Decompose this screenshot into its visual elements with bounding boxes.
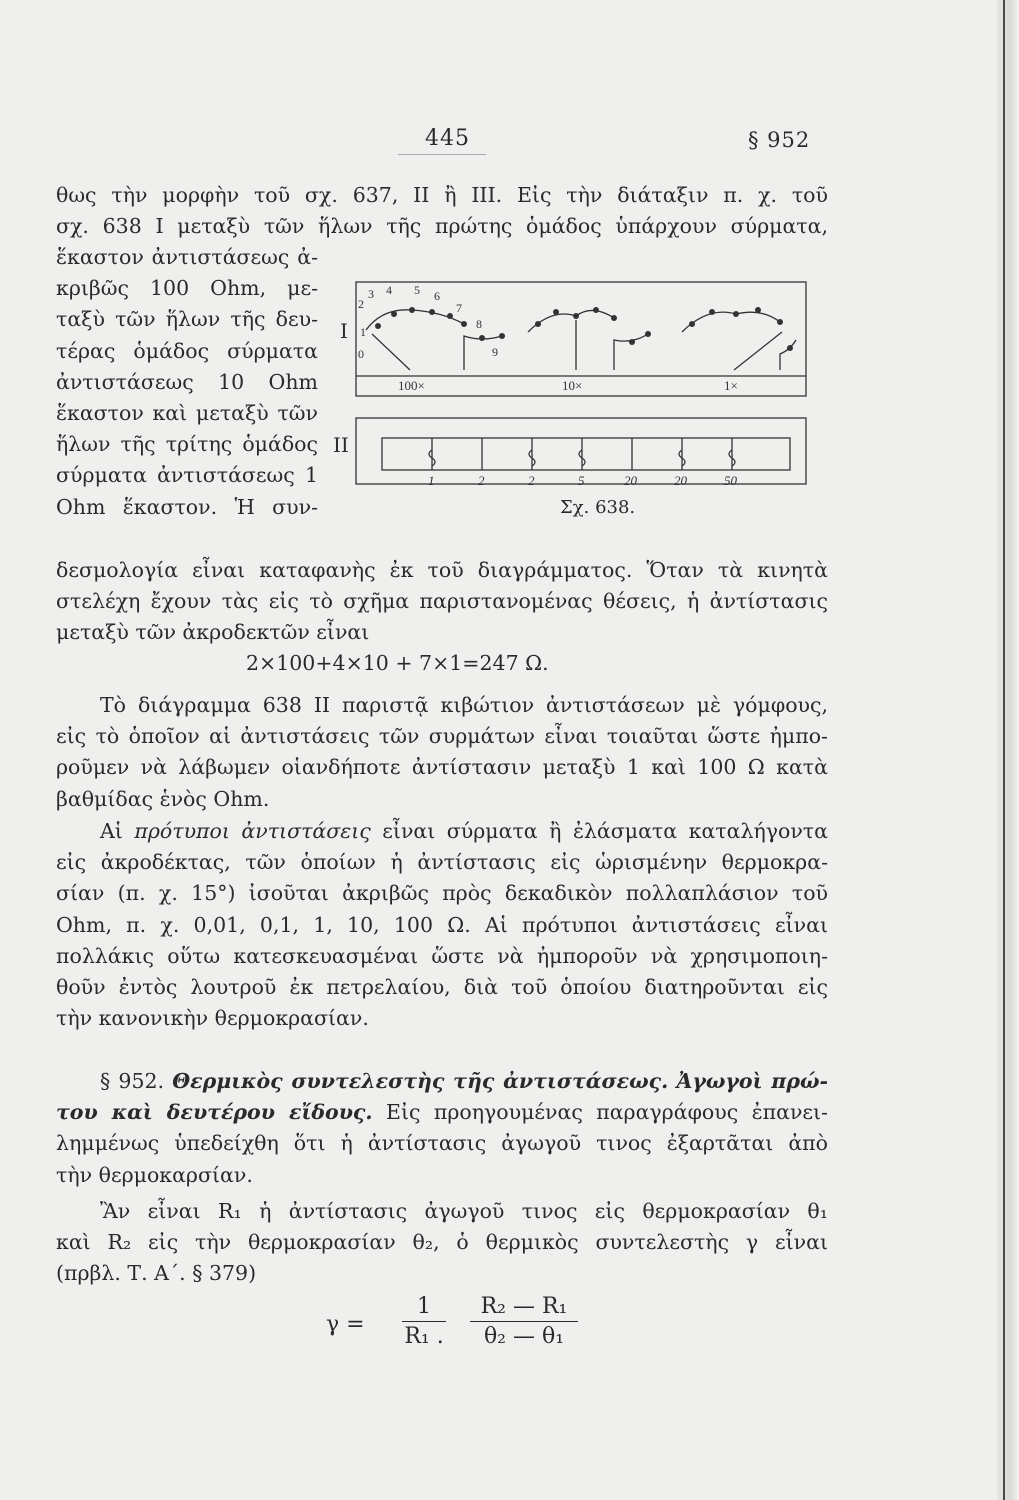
denominator: R₁ . bbox=[404, 1324, 444, 1349]
text-line: Ohm ἕκαστον. Ἡ συν- bbox=[56, 494, 318, 519]
header-rule bbox=[398, 154, 486, 155]
thermal-coefficient-equation bbox=[326, 1288, 626, 1368]
numerator: R₂ — R₁ bbox=[470, 1294, 578, 1322]
text-line: (πρβλ. Τ. Α΄. § 379) bbox=[56, 1261, 257, 1286]
resistance-formula: 2×100+4×10 + 7×1=247 Ω. bbox=[246, 651, 549, 675]
paragraph-diagram-II bbox=[56, 690, 828, 815]
numerator: 1 bbox=[402, 1294, 446, 1322]
resistance-box-diagram bbox=[352, 278, 812, 493]
section-952 bbox=[56, 1066, 828, 1191]
switch-arm bbox=[734, 332, 782, 370]
stud-arc bbox=[682, 312, 780, 332]
text-line: εἰς ἀκροδέκτας, τῶν ὁποίων ἡ ἀντίστασις εἰς ὡρισμένην θερμοκρα- bbox=[56, 850, 828, 875]
paragraph-thermal-coefficient bbox=[56, 1196, 828, 1290]
text-line: εἰς τὸ ὁποῖον αἱ ἀντιστάσεις τῶν συρμάτων εἶναι τοιαῦται ὥστε ἠμπο- bbox=[56, 724, 828, 749]
box-value: 50 bbox=[724, 473, 737, 488]
text-line: σχ. 638 I μεταξὺ τῶν ἥλων τῆς πρώτης ὁμάδος ὑπάρχουν σύρματα, bbox=[56, 214, 828, 239]
text-line: καὶ R₂ εἰς τὴν θερμοκρασίαν θ₂, ὁ θερμικὸς συντελεστὴς γ εἶναι bbox=[56, 1230, 828, 1255]
section-title: του καὶ δευτέρου εἴδους. bbox=[56, 1100, 373, 1125]
section-reference: § 952 bbox=[748, 128, 811, 152]
text-line: στελέχη ἔχουν τὰς εἰς τὸ σχῆμα παριστανομένας θέσεις, ἡ ἀντίστασις bbox=[56, 589, 828, 614]
text-line: Ἂν εἶναι R₁ ἡ ἀντίστασις ἀγωγοῦ τινος εἰς θερμοκρασίαν θ₁ bbox=[100, 1199, 828, 1223]
box-value: 5 bbox=[578, 473, 585, 488]
text-line: Ohm, π. χ. 0,01, 0,1, 1, 10, 100 Ω. Αἱ πρότυποι ἀντιστάσεις εἶναι bbox=[56, 912, 828, 937]
stud-number: 4 bbox=[386, 283, 392, 297]
stud-number: 1 bbox=[360, 325, 366, 339]
group-label: 1× bbox=[724, 378, 738, 393]
text-line: δεσμολογία εἶναι καταφανὴς ἐκ τοῦ διαγράμματος. Ὅταν τὰ κινητὰ bbox=[56, 558, 828, 582]
stud-number: 2 bbox=[358, 297, 364, 311]
text-line: ταξὺ τῶν ἥλων τῆς δευ- bbox=[56, 307, 318, 332]
stud-arc bbox=[780, 340, 796, 370]
diagram-I-numbers bbox=[358, 283, 498, 361]
denominator: θ₂ — θ₁ bbox=[483, 1324, 565, 1349]
text-line: τὴν κανονικὴν θερμοκρασίαν. bbox=[56, 1006, 369, 1031]
text-line: πολλάκις οὕτω κατεσκευασμέναι ὥστε νὰ ἠμποροῦν νὰ χρησιμοποιη- bbox=[56, 943, 828, 968]
diagram-II-values bbox=[428, 473, 738, 488]
stud-arc bbox=[528, 310, 614, 332]
stud-number: 5 bbox=[414, 283, 420, 297]
text-line: βαθμίδας ἑνὸς Ohm. bbox=[56, 786, 270, 811]
page-edge bbox=[997, 0, 1019, 1500]
text-run: Εἰς προηγουμένας παραγράφους ἐπανει- bbox=[385, 1100, 828, 1125]
text-line: ἀντιστάσεως 10 Ohm bbox=[56, 369, 318, 394]
box-value: 20 bbox=[674, 473, 687, 488]
text-line: τέρας ὁμάδος σύρματα bbox=[56, 338, 318, 363]
text-line: σίαν (π. χ. 15°) ἰσοῦται ἀκριβῶς πρὸς δεκαδικὸν πολλαπλάσιον τοῦ bbox=[56, 881, 828, 906]
paragraph-standard-resistances bbox=[56, 816, 828, 1034]
text-line: ἥλων τῆς τρίτης ὁμάδος bbox=[56, 432, 318, 457]
diagram-I-group-labels bbox=[398, 378, 738, 393]
text-run: Αἱ bbox=[100, 819, 123, 843]
section-number: § 952. bbox=[100, 1069, 165, 1093]
page-number: 445 bbox=[425, 126, 470, 151]
text-line bbox=[56, 816, 828, 847]
text-line bbox=[56, 1097, 828, 1128]
stud-number: 6 bbox=[434, 289, 440, 303]
text-line: κριβῶς 100 Ohm, με- bbox=[56, 276, 318, 301]
text-line: λημμένως ὑπεδείχθη ὅτι ἡ ἀντίστασις ἀγωγοῦ τινος ἐξαρτᾶται ἀπὸ bbox=[56, 1131, 828, 1156]
stud-number: 7 bbox=[456, 301, 462, 315]
text-line: ροῦμεν νὰ λάβωμεν οἱανδήποτε ἀντίστασιν μεταξὺ 1 καὶ 100 Ω κατὰ bbox=[56, 755, 828, 780]
page-header bbox=[0, 120, 1019, 160]
text-line: θοῦν ἐντὸς λουτροῦ ἐκ πετρελαίου, διὰ τοῦ ὁποίου διατηροῦνται εἰς bbox=[56, 975, 828, 1000]
text-line: θως τὴν μορφὴν τοῦ σχ. 637, II ἢ III. Εἰς τὴν διάταξιν π. χ. τοῦ bbox=[56, 183, 828, 207]
section-title: Θερμικὸς συντελεστὴς τῆς ἀντιστάσεως. bbox=[172, 1069, 669, 1093]
text-line: ἕκαστον καὶ μεταξὺ τῶν bbox=[56, 401, 318, 426]
text-line: σύρματα ἀντιστάσεως 1 bbox=[56, 463, 318, 488]
text-line: ἕκαστον ἀντιστάσεως ἀ- bbox=[56, 245, 318, 269]
figure-wrap-text bbox=[56, 242, 318, 523]
opening-paragraph bbox=[56, 180, 828, 242]
plug-gaps bbox=[432, 438, 732, 470]
stud-number: 8 bbox=[476, 317, 482, 331]
group-label: 100× bbox=[398, 378, 425, 393]
continuation-paragraph bbox=[56, 555, 828, 649]
figure-caption: Σχ. 638. bbox=[560, 497, 636, 518]
switch-arm bbox=[372, 334, 410, 370]
box-value: 2 bbox=[528, 473, 535, 488]
section-title: Ἀγωγοὶ πρώ- bbox=[676, 1069, 828, 1093]
equation-lhs: γ = bbox=[326, 1312, 365, 1337]
figure-label-I: I bbox=[340, 319, 348, 343]
text-line bbox=[56, 1066, 828, 1097]
box-value: 20 bbox=[624, 473, 637, 488]
text-line: Τὸ διάγραμμα 638 II παριστᾷ κιβώτιον ἀντιστάσεων μὲ γόμφους, bbox=[100, 693, 828, 717]
stud-number: 3 bbox=[368, 287, 374, 301]
group-label: 10× bbox=[562, 378, 583, 393]
italic-term: πρότυποι ἀντιστάσεις bbox=[134, 819, 371, 843]
fraction-2 bbox=[470, 1294, 578, 1349]
stud-number: 9 bbox=[492, 345, 498, 359]
box-value: 2 bbox=[478, 473, 485, 488]
text-line: μεταξὺ τῶν ἀκροδεκτῶν εἶναι bbox=[56, 620, 370, 645]
figure-label-II: II bbox=[333, 433, 349, 457]
fraction-1 bbox=[402, 1294, 446, 1349]
text-run: εἶναι σύρματα ἢ ἐλάσματα καταλήγοντα bbox=[382, 819, 828, 843]
text-line: τὴν θερμοκαρσίαν. bbox=[56, 1162, 253, 1187]
box-value: 1 bbox=[428, 473, 435, 488]
stud-number: 0 bbox=[358, 347, 364, 361]
